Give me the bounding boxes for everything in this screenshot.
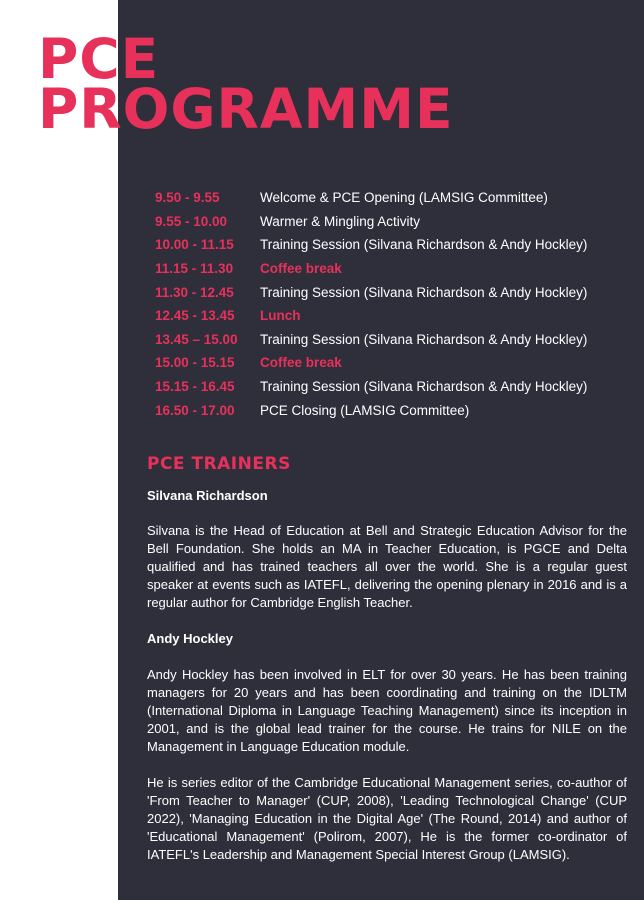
- schedule-time: 12.45 - 13.45: [155, 308, 235, 324]
- schedule-list: [155, 186, 635, 422]
- trainer-name-andy: Andy Hockley: [147, 631, 233, 646]
- schedule-time: 15.00 - 15.15: [155, 355, 235, 371]
- schedule-row: [155, 210, 635, 234]
- schedule-time: 13.45 – 15.00: [155, 331, 238, 347]
- schedule-activity: Training Session (Silvana Richardson & Andy Hockley): [260, 331, 588, 347]
- schedule-activity: Welcome & PCE Opening (LAMSIG Committee): [260, 190, 548, 206]
- schedule-row: [155, 280, 635, 304]
- schedule-row: [155, 375, 635, 399]
- schedule-activity: Lunch: [260, 308, 301, 324]
- schedule-time: 10.00 - 11.15: [155, 237, 234, 253]
- schedule-activity: Training Session (Silvana Richardson & Andy Hockley): [260, 284, 588, 300]
- trainers-heading: PCE TRAINERS: [147, 454, 291, 474]
- schedule-row: [155, 233, 635, 257]
- schedule-time: 16.50 - 17.00: [155, 402, 235, 418]
- trainer-bio-silvana: Silvana is the Head of Education at Bell and Strategic Education Advisor for the Bell Foundation. She holds an MA in Teacher Education, is PGCE and Delta qualified and has trained teachers all over the world. She is a regular guest speaker at events such as IATEFL, delivering the opening plenary in 2016 and is a regular author for Cambridge English Teacher.: [147, 523, 627, 610]
- title-line-2: PROGRAMME: [38, 77, 454, 141]
- schedule-activity: Warmer & Mingling Activity: [260, 213, 421, 229]
- schedule-row-break: [155, 351, 635, 375]
- schedule-row-break: [155, 257, 635, 281]
- schedule-row-break: [155, 304, 635, 328]
- schedule-activity: Coffee break: [260, 355, 342, 371]
- schedule-time: 9.50 - 9.55: [155, 190, 220, 206]
- schedule-time: 9.55 - 10.00: [155, 213, 228, 229]
- page-title: [38, 27, 454, 141]
- schedule-time: 11.15 - 11.30: [155, 261, 234, 277]
- trainer-bio-andy: Andy Hockley has been involved in ELT for over 30 years. He has been training managers for 20 years and has been coordinating and training on the IDLTM (International Diploma in Language Teaching Management) since its inception in 2001, and is the global lead trainer for the course. He trains for NILE on the Management in Language Education module.: [147, 667, 627, 754]
- schedule-row: [155, 328, 635, 352]
- title-line-1: PCE: [38, 27, 160, 91]
- schedule-activity: Coffee break: [260, 261, 342, 277]
- schedule-time: 15.15 - 16.45: [155, 379, 235, 395]
- schedule-row: [155, 186, 635, 210]
- schedule-time: 11.30 - 12.45: [155, 284, 234, 300]
- trainer-name-silvana: Silvana Richardson: [147, 488, 268, 503]
- schedule-activity: Training Session (Silvana Richardson & Andy Hockley): [260, 379, 588, 395]
- trainer-bio-andy-continued: He is series editor of the Cambridge Educational Management series, co-author of 'From Teacher to Manager' (CUP, 2008), 'Leading Technological Change' (CUP 2022), 'Managing Education in the Digital Age' (The Round, 2014) and author of 'Educational Management' (Polirom, 2007), He is the former co-ordinator of IATEFL's Leadership and Management Special Interest Group (LAMSIG).: [147, 775, 627, 862]
- schedule-activity: PCE Closing (LAMSIG Committee): [260, 402, 470, 418]
- schedule-activity: Training Session (Silvana Richardson & Andy Hockley): [260, 237, 588, 253]
- schedule-row: [155, 398, 635, 422]
